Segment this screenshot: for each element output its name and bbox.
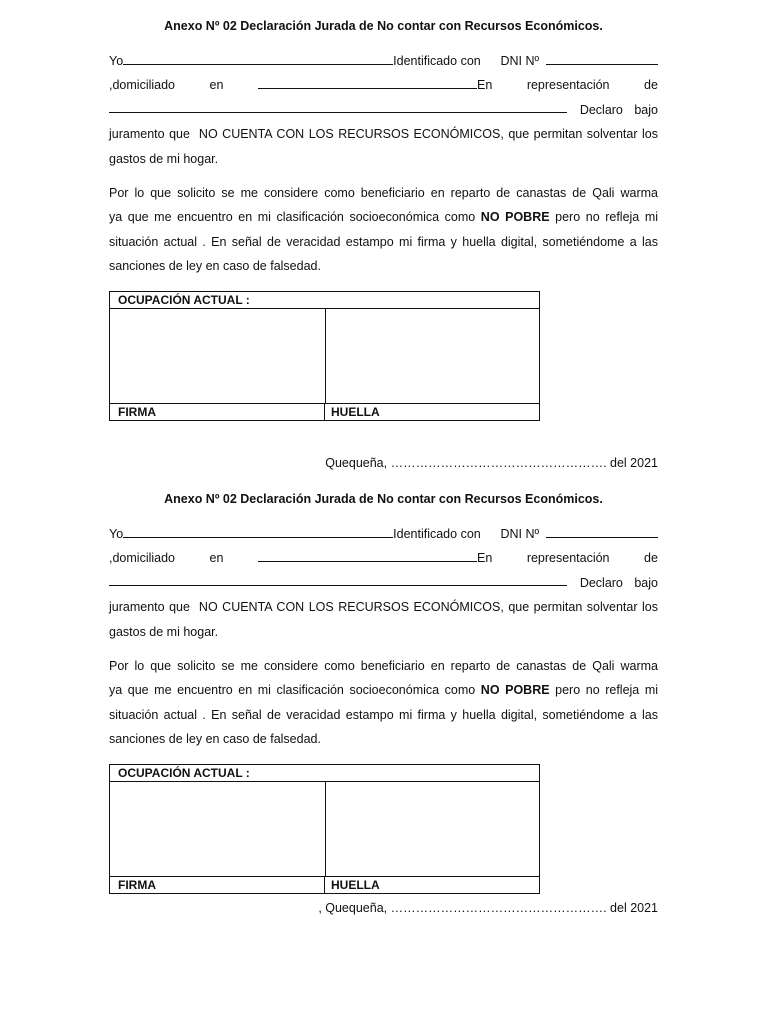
declarant-paragraph (109, 522, 658, 645)
fingerprint-box[interactable] (326, 782, 539, 876)
request-paragraph: Por lo que solicito se me considere como beneficiario en reparto de canastas de Qali warma ya que me encuentro en mi clasificación socioeconómica como NO POBRE pero no refleja mi situación actual . En señal de veracidad estampo mi firma y huella digital, sometiéndome a las sanciones de ley en caso de falsedad. (109, 658, 659, 747)
no-resources-statement: NO CUENTA CON LOS RECURSOS ECONÓMICOS (198, 600, 501, 615)
de-label: de (644, 551, 658, 566)
oath-line-end: gastos de mi hogar. (109, 624, 219, 639)
identificado-label: Identificado con (393, 53, 481, 68)
form-title: Anexo Nº 02 Declaración Jurada de No contar con Recursos Económicos. (164, 19, 603, 33)
oath-line-end: gastos de mi hogar. (109, 151, 219, 166)
yo-label: Yo (109, 526, 124, 541)
yo-label: Yo (109, 53, 124, 68)
dni-label: DNI Nº (500, 526, 540, 541)
en-label: en (209, 551, 224, 566)
fingerprint-box[interactable] (326, 309, 539, 403)
firma-label: FIRMA (110, 877, 325, 893)
declaro-label: Declaro bajo (579, 575, 658, 590)
signature-box[interactable] (110, 309, 326, 403)
occupation-field[interactable]: OCUPACIÓN ACTUAL : (110, 765, 539, 782)
representation-blank[interactable] (109, 98, 567, 113)
domiciliado-label: ,domiciliado (109, 78, 176, 93)
request-paragraph: Por lo que solicito se me considere como beneficiario en reparto de canastas de Qali warma ya que me encuentro en mi clasificación socioeconómica como NO POBRE pero no refleja mi situación actual . En señal de veracidad estampo mi firma y huella digital, sometiéndome a las sanciones de ley en caso de falsedad. (109, 185, 659, 274)
declaration-form-1 (109, 14, 658, 476)
declaro-label: Declaro bajo (579, 102, 658, 117)
dni-label: DNI Nº (500, 53, 540, 68)
no-pobre-label: NO POBRE (480, 210, 550, 225)
firma-label: FIRMA (110, 404, 325, 420)
dni-blank[interactable] (546, 50, 658, 65)
occupation-signature-table (109, 291, 540, 421)
occupation-field[interactable]: OCUPACIÓN ACTUAL : (110, 292, 539, 309)
place-date-line: Quequeña, ……………………………………………. del 2021 (325, 455, 658, 470)
address-line (109, 73, 658, 98)
name-dni-line (109, 522, 658, 547)
en-label: en (209, 78, 224, 93)
name-blank[interactable] (123, 523, 393, 538)
name-blank[interactable] (123, 50, 393, 65)
place-date-line: , Quequeña, ……………………………………………. del 2021 (318, 900, 658, 915)
occupation-signature-table (109, 764, 540, 894)
en2-label: En (476, 551, 493, 566)
representation-line (109, 98, 658, 123)
representation-blank[interactable] (109, 571, 567, 586)
oath-line: juramento que NO CUENTA CON LOS RECURSOS ECONÓMICOS, que permitan solventar los (109, 600, 658, 615)
name-dni-line (109, 49, 658, 74)
address-blank[interactable] (258, 74, 477, 89)
representation-line (109, 571, 658, 596)
huella-label: HUELLA (331, 877, 380, 892)
no-resources-statement: NO CUENTA CON LOS RECURSOS ECONÓMICOS (198, 127, 501, 142)
signature-box[interactable] (110, 782, 326, 876)
identificado-label: Identificado con (393, 526, 481, 541)
huella-label: HUELLA (331, 404, 380, 419)
declarant-paragraph (109, 49, 658, 172)
no-pobre-label: NO POBRE (480, 683, 550, 698)
en2-label: En (476, 78, 493, 93)
representacion-label: representación (526, 551, 610, 566)
declaration-form-2 (109, 487, 658, 921)
domiciliado-label: ,domiciliado (109, 551, 176, 566)
oath-line: juramento que NO CUENTA CON LOS RECURSOS ECONÓMICOS, que permitan solventar los (109, 127, 658, 142)
address-line (109, 546, 658, 571)
form-title: Anexo Nº 02 Declaración Jurada de No contar con Recursos Económicos. (164, 492, 603, 506)
representacion-label: representación (526, 78, 610, 93)
dni-blank[interactable] (546, 523, 658, 538)
de-label: de (644, 78, 658, 93)
address-blank[interactable] (258, 547, 477, 562)
